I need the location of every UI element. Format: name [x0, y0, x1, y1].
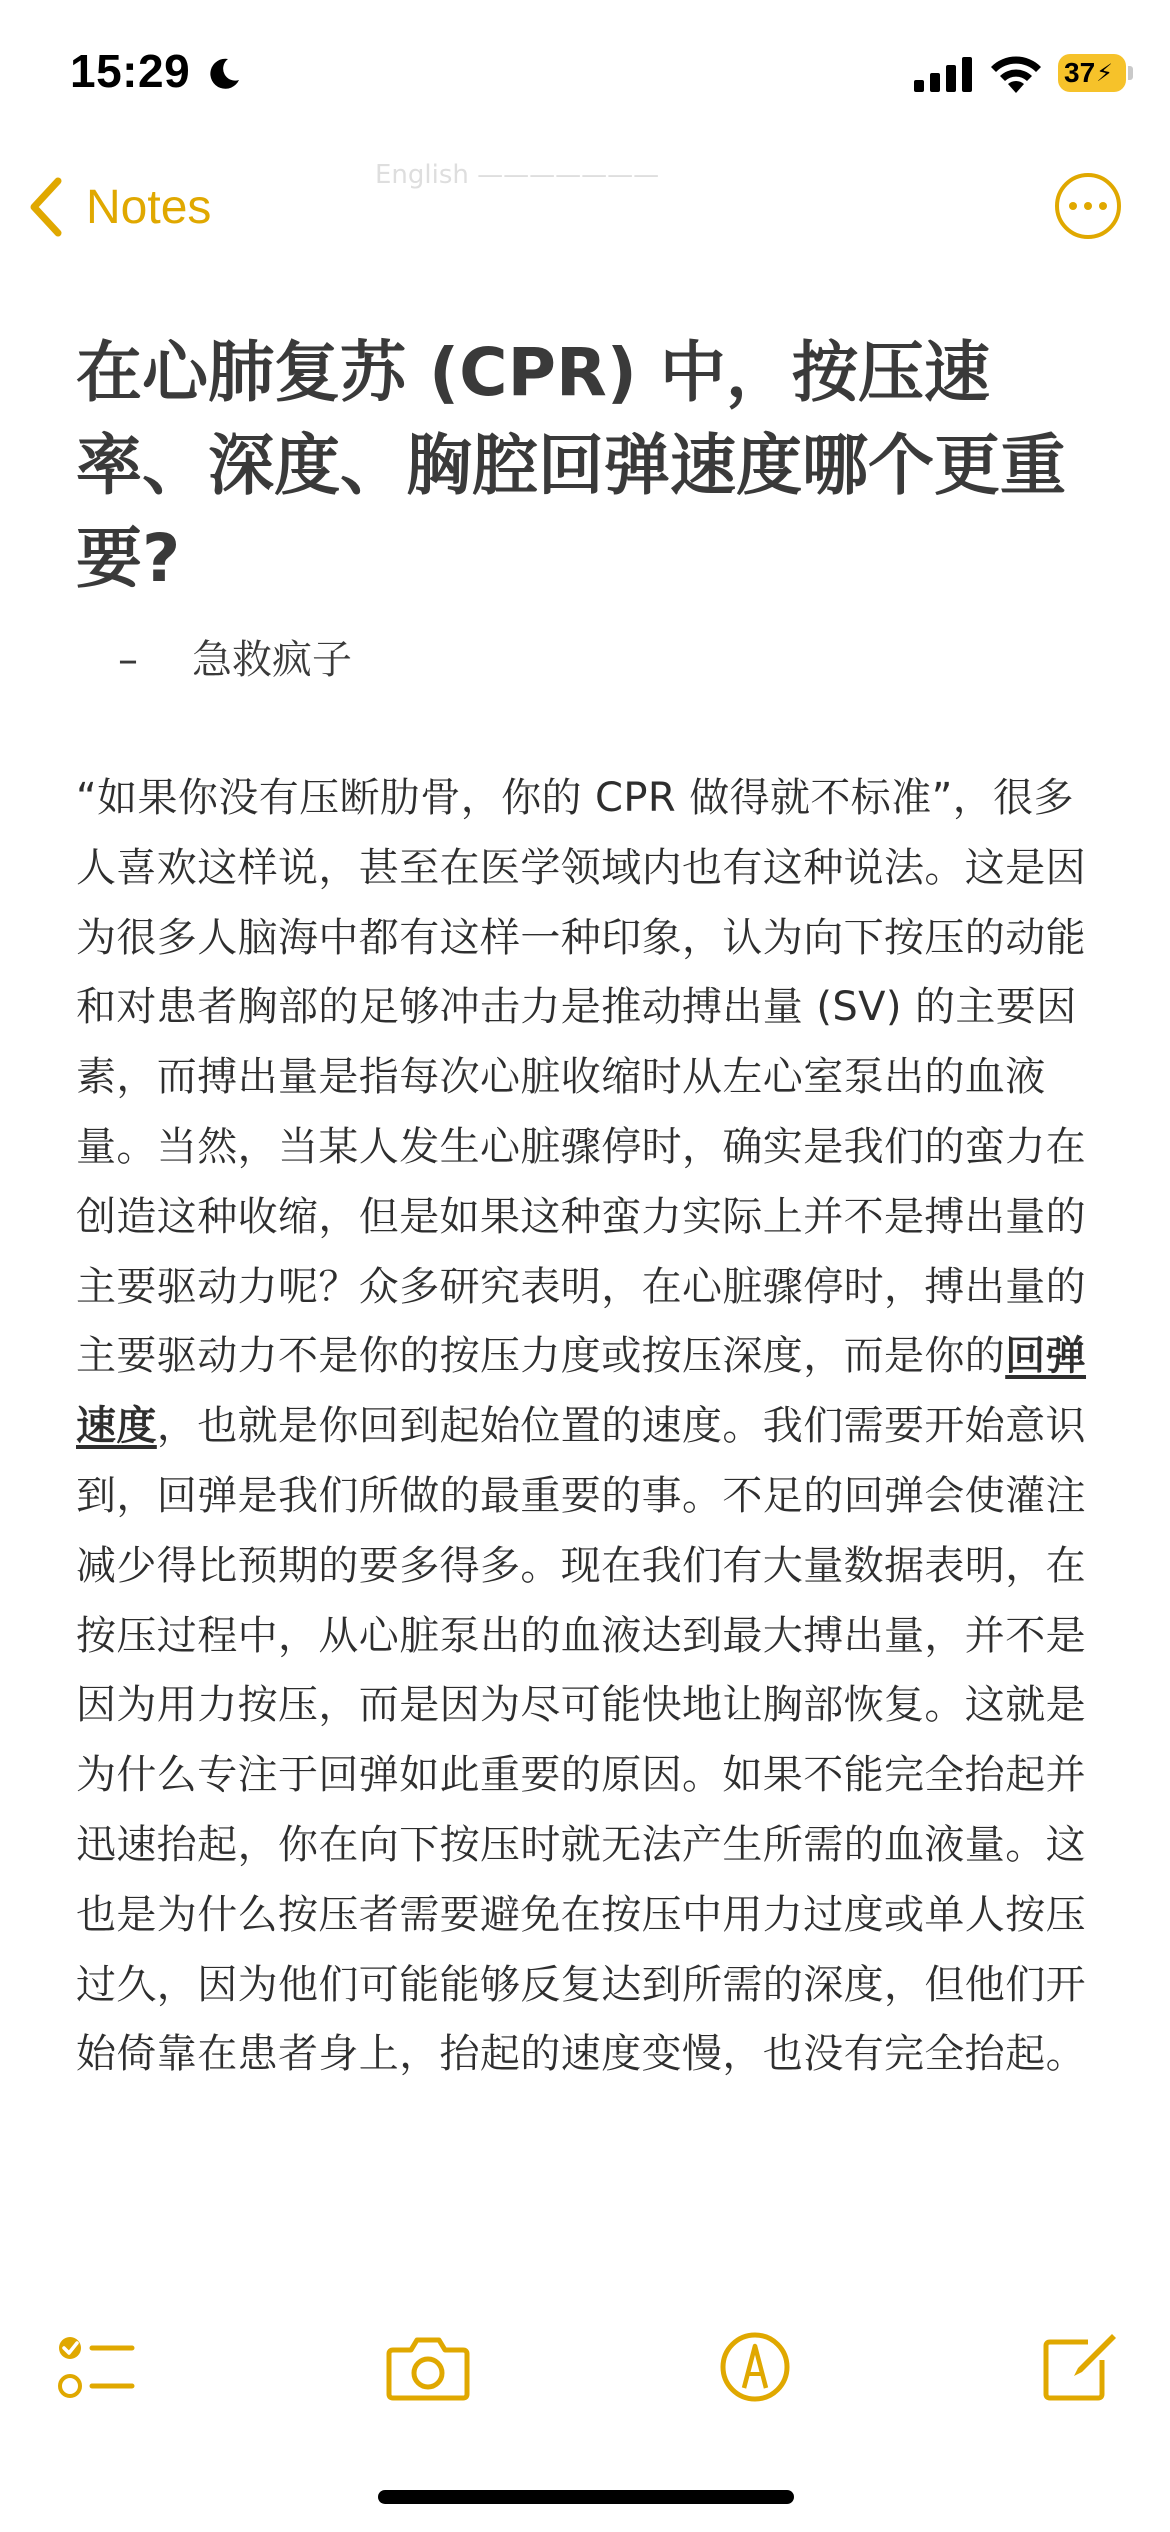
back-label: Notes [86, 180, 212, 234]
battery-charging-icon [1058, 54, 1126, 92]
ellipsis-circle-icon [1069, 202, 1077, 210]
note-body-text-continued: ，也就是你回到起始位置的速度。我们需要开始意识到，回弹是我们所做的最重要的事。不足的回弹会使灌注减少得比预期的要多得多。现在我们有大量数据表明，在按压过程中，从心脏泵出的血液达到最大搏出量，并不是因为用力按压，而是因为尽可能快地让胸部恢复。这就是为什么专注于回弹如此重要的原因。如果不能完全抬起并迅速抬起，你在向下按压时就无法产生所需的血液量。这也是为什么按压者需要避免在按压中用力过度或单人按压过久，因为他们可能能够反复达到所需的深度，但他们开始倚靠在患者身上，抬起的速度变慢，也没有完全抬起。 [76, 1403, 1087, 2078]
back-to-notes-button[interactable] [26, 172, 211, 242]
bolt-icon: ⚡ [1096, 59, 1114, 87]
note-author: 急救疯子 [192, 637, 352, 683]
note-author-line[interactable] [118, 628, 352, 685]
moon-icon [206, 56, 242, 92]
status-time: 15:29 [70, 45, 191, 97]
faint-scrolled-heading: English ——————— [375, 160, 660, 190]
chevron-left-icon [26, 175, 66, 239]
battery-level: 37 [1064, 57, 1096, 88]
wifi-icon [988, 52, 1044, 94]
markup-pen-icon[interactable] [718, 2330, 792, 2404]
more-options-button[interactable] [1055, 173, 1121, 239]
cellular-signal-icon [914, 56, 972, 92]
author-dash: – [118, 637, 138, 683]
note-body-text: “如果你没有压断肋骨，你的 CPR 做得就不标准”，很多人喜欢这样说，甚至在医学领域内也有这种说法。这是因为很多人脑海中都有这样一种印象，认为向下按压的动能和对患者胸部的足够冲击力是推动搏出量 (SV) 的主要因素，而搏出量是指每次心脏收缩时从左心室泵出的血液量。当然，当某人发生心脏骤停时，确实是我们的蛮力在创造这种收缩，但是如果这种蛮力实际上并不是搏出量的主要驱动力呢？众多研究表明，在心脏骤停时，搏出量的主要驱动力不是你的按压力度或按压深度，而是你的 [76, 775, 1086, 1380]
note-body-emphasis: 回弹速度 [76, 1333, 1087, 1450]
note-title[interactable]: 在心肺复苏 (CPR) 中，按压速率、深度、胸腔回弹速度哪个更重要? [76, 334, 1066, 597]
note-body[interactable] [76, 764, 1088, 2090]
battery-cap [1128, 66, 1133, 80]
status-bar [0, 0, 1170, 130]
camera-icon[interactable] [385, 2330, 471, 2404]
home-indicator[interactable] [378, 2490, 794, 2504]
compose-icon[interactable] [1040, 2330, 1120, 2404]
checklist-icon[interactable] [56, 2330, 140, 2404]
